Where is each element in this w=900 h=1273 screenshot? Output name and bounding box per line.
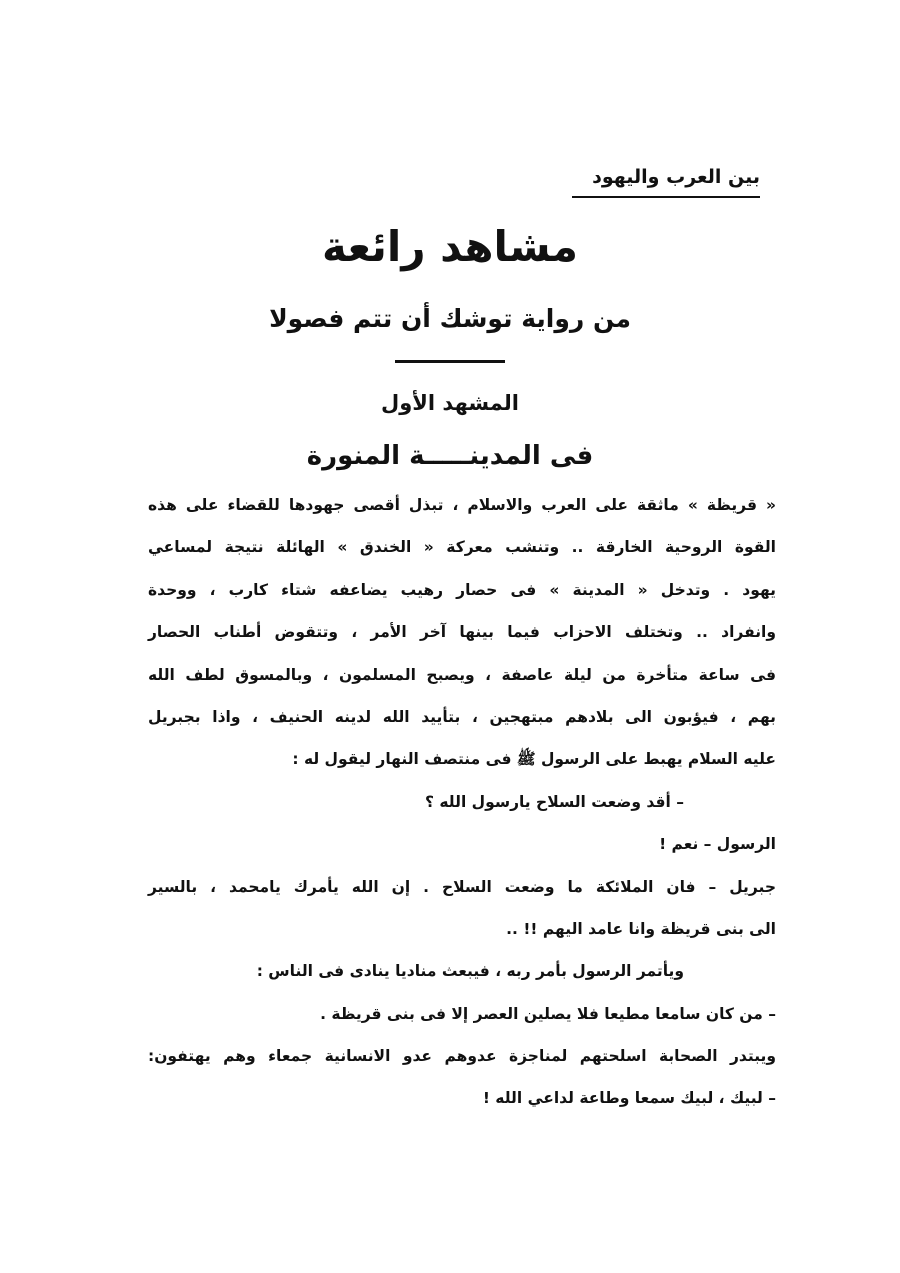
dialogue-line: – أقد وضعت السلاح يارسول الله ؟ [425, 792, 684, 811]
page-title: مشاهد رائعة [321, 222, 579, 271]
text-line: القوة الروحية الخارقة .. وتنشب معركة « الخندق » الهائلة نتيجة لمساعي [148, 538, 776, 557]
dialogue-line: – من كان سامعا مطيعا فلا يصلين العصر إلا فى بنى قريظة . [320, 1004, 776, 1023]
scene-heading: المشهد الأول [381, 391, 519, 415]
running-header: بين العرب واليهود [572, 166, 760, 198]
text-line: بهم ، فيؤبون الى بلادهم مبتهجين ، بتأييد الله لدينه الحنيف ، واذا بجبريل [148, 707, 776, 726]
text-line: فى ساعة متأخرة من ليلة عاصفة ، ويصبح المسلمون ، وبالمسوق لطف الله [148, 665, 776, 684]
dialogue-line: الرسول – نعم ! [659, 835, 776, 854]
title-divider [395, 360, 505, 363]
text-line: يهود . وتدخل « المدينة » فى حصار رهيب يضاعفه شتاء كارب ، ووحدة [148, 580, 776, 599]
text-line: وانفراد .. وتختلف الاحزاب فيما بينها آخر الأمر ، وتتقوض أطناب الحصار [148, 623, 776, 642]
page-subtitle: من رواية توشك أن تتم فصولا [269, 304, 631, 333]
text-line: ويبتدر الصحابة اسلحتهم لمناجزة عدوهم عدو الانسانية جمعاء وهم يهتفون: [148, 1047, 776, 1066]
location-heading: فى المدينـــــة المنورة [306, 441, 594, 471]
dialogue-line: – لبيك ، لبيك سمعا وطاعة لداعي الله ! [482, 1089, 776, 1108]
text-line: عليه السلام يهبط على الرسول ﷺ فى منتصف النهار ليقول له : [292, 750, 776, 769]
body-text [148, 484, 776, 1120]
dialogue-line: الى بنى قريظة وانا عامد اليهم !! .. [506, 919, 776, 938]
text-line: « قريظة » ماثقة على العرب والاسلام ، تبذل أقصى جهودها للقضاء على هذه [148, 496, 776, 514]
dialogue-line: جبريل – فان الملائكة ما وضعت السلاح . إن الله يأمرك يامحمد ، بالسير [148, 877, 776, 896]
text-line: ويأتمر الرسول بأمر ربه ، فيبعث مناديا ينادى فى الناس : [256, 962, 684, 981]
